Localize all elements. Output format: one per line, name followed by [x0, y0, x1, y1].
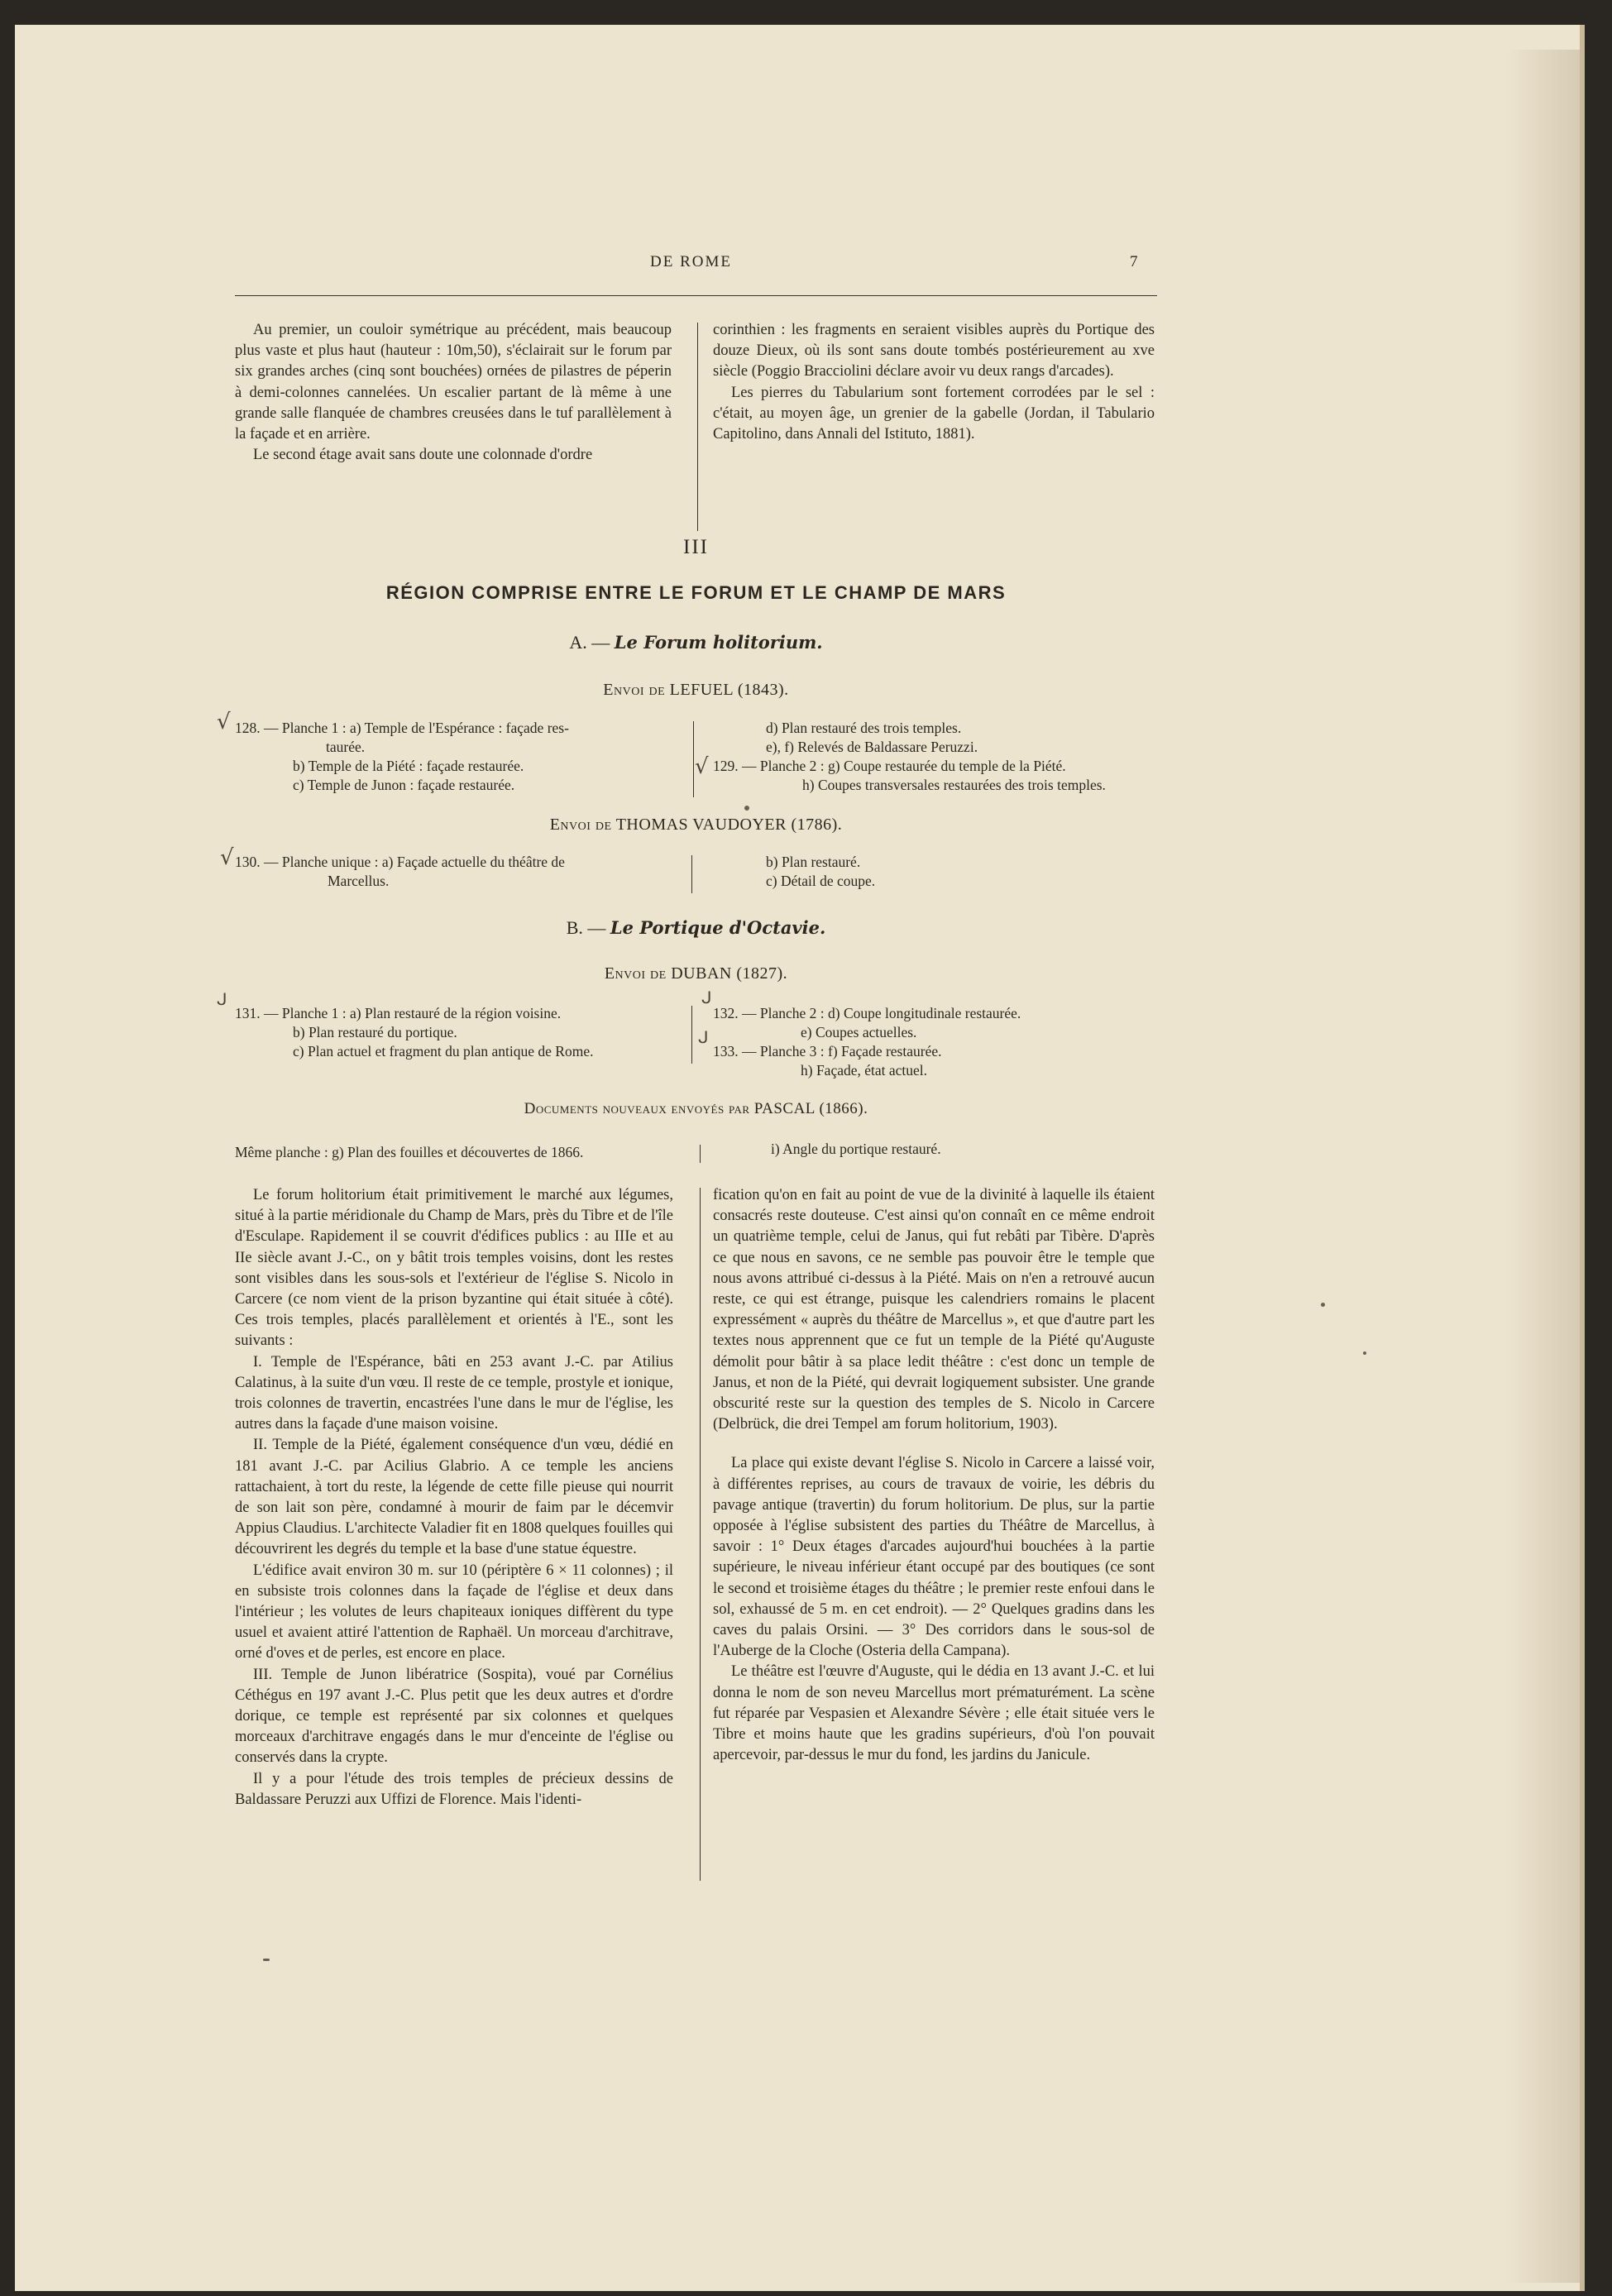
paragraph: Le théâtre est l'œuvre d'Auguste, qui le dédia en 13 avant J.-C. et lui donna le nom de son neveu Marcellus mort prématurément. La scène fut réparée par Vespasien et Alexandre Sévère ; elle était située vers le Tibre et moins haute que les gradins supérieurs, d'où l'on pouvait apercevoir, par-dessus le mur du fond, les jardins du Janicule.: [713, 1663, 1155, 1764]
entry-line: i) Angle du portique restauré.: [771, 1141, 941, 1157]
ink-speck: [1321, 1303, 1325, 1307]
body-right-column: [713, 1185, 1155, 1766]
entry-line: e) Coupes actuelles.: [801, 1024, 917, 1040]
envoi-prefix: Envoi de: [604, 964, 667, 983]
paragraph: Il y a pour l'étude des trois temples de précieux dessins de Baldassare Peruzzi aux Uffizi de Florence. Mais l'identi-: [235, 1770, 673, 1808]
paragraph: I. Temple de l'Espérance, bâti en 253 avant J.-C. par Atilius Calatinus, à la suite d'un vœu. Il reste de ce temple, prostyle et ionique, trois colonnes de travertin, encastrées l'une dans le mur de l'église, les autres dans la façade d'une maison voisine.: [235, 1353, 673, 1433]
entry-line: Marcellus.: [328, 873, 390, 889]
running-head: DE ROME: [650, 253, 732, 270]
ink-speck: [744, 806, 749, 811]
entry-line: e), f) Relevés de Baldassare Peruzzi.: [766, 739, 978, 755]
entry-line: h) Façade, état actuel.: [801, 1062, 928, 1079]
subsection-name: Le Portique d'Octavie.: [610, 917, 826, 938]
pencil-check-mark: ᒍ: [701, 988, 712, 1007]
entry-line: b) Plan restauré.: [766, 854, 861, 870]
entry-line: 128. — Planche 1 : a) Temple de l'Espérance : façade res-: [235, 720, 569, 736]
paragraph: Au premier, un couloir symétrique au précédent, mais beaucoup plus vaste et plus haut (hauteur : 10m,50), s'éclairait sur le forum par six grandes arches (cinq sont bouchées) ornées de pilastres de péperin à demi-colonnes cannelées. Un escalier partant de là même à une grande salle flanquée de chambres creusées dans le tuf parallèlement à la façade et en arrière.: [235, 322, 672, 443]
entry-130: [235, 853, 565, 891]
pencil-check-mark: ᒍ: [217, 989, 227, 1009]
envoi-name: LEFUEL (1843).: [669, 681, 789, 699]
entry-line: d) Plan restauré des trois temples.: [766, 720, 962, 736]
body-left-column: [235, 1185, 673, 1810]
envoi-prefix: Envoi de: [603, 681, 666, 699]
subsection-a-title: [235, 632, 1157, 653]
entry-131: [235, 1004, 593, 1061]
subsection-prefix: A. —: [569, 632, 610, 653]
envoi-name: DUBAN (1827).: [671, 964, 788, 983]
paragraph: Le second étage avait sans doute une colonnade d'ordre: [253, 447, 593, 464]
page-edge-shadow: [1505, 50, 1580, 2283]
entry-line: taurée.: [326, 739, 366, 755]
column-divider: [697, 323, 698, 531]
pencil-check-mark: √: [220, 845, 234, 870]
entry-128: [235, 719, 569, 795]
ink-speck: [263, 1959, 270, 1961]
paragraph: III. Temple de Junon libératrice (Sospita), voué par Cornélius Céthégus en 197 avant J.-C. Plus petit que les deux autres et d'ordre dorique, ce temple est représenté par six colonnes et quelques morceaux d'architrave engagés dans le mur d'enceinte de l'église ou conservés dans la crypte.: [235, 1666, 673, 1767]
entry-130-right: [713, 853, 875, 891]
entry-line: b) Temple de la Piété : façade restaurée.: [293, 758, 524, 774]
meme-planche-right: [771, 1140, 941, 1159]
entry-line: c) Plan actuel et fragment du plan antique de Rome.: [293, 1043, 594, 1060]
entry-line: 133. — Planche 3 : f) Façade restaurée.: [713, 1043, 942, 1060]
subsection-name: Le Forum holitorium.: [614, 632, 823, 653]
documents-prefix: Documents nouveaux envoyés par: [524, 1100, 750, 1117]
envoi-name: THOMAS VAUDOYER (1786).: [615, 816, 843, 834]
subsection-b-title: [235, 917, 1157, 939]
column-divider: [700, 1145, 701, 1163]
pencil-check-mark: ᒍ: [698, 1027, 709, 1047]
column-divider: [693, 721, 694, 797]
section-title: RÉGION COMPRISE ENTRE LE FORUM ET LE CHAMP DE MARS: [385, 582, 1007, 603]
top-left-column: [235, 320, 672, 466]
paragraph: fication qu'on en fait au point de vue de la divinité à laquelle ils étaient consacrés reste douteuse. C'est ainsi qu'on connaît en ce même endroit un quatrième temple, celui de Janus, qui fut rebâti par Tibère. D'après ce que nous en savons, ce ne semble pas pouvoir être le temple que nous avons attribué ci-dessus à la Piété. Mais on n'en a retrouvé aucun reste, ce qui est étrange, puisque les calendriers romains le placent expressément « auprès du théâtre de Marcellus », et que d'autre part les textes nous apprennent que ce fut un temple de la Piété qu'Auguste démolit pour bâtir à sa place ledit théâtre : c'est donc un temple de Janus, et non de la Piété, qui devrait logiquement subsister. Une grande obscurité reste sur la question des temples de S. Nicolo in Carcere (Delbrück, die drei Tempel am forum holitorium, 1903).: [713, 1187, 1155, 1433]
header-rule: [235, 295, 1157, 296]
entry-line: h) Coupes transversales restaurées des trois temples.: [802, 777, 1106, 793]
subsection-prefix: B. —: [566, 917, 606, 938]
envoi-duban: [235, 964, 1157, 983]
paragraph: corinthien : les fragments en seraient visibles auprès du Portique des douze Dieux, où ils sont sans doute tombés postérieurement au xve siècle (Poggio Bracciolini déclare avoir vu deux rangs d'arcades).: [713, 322, 1155, 380]
envoi-vaudoyer: [235, 816, 1157, 835]
paragraph: L'édifice avait environ 30 m. sur 10 (périptère 6 × 11 colonnes) ; il en subsiste trois colonnes dans la façade de l'église et deux dans l'intérieur ; les volutes de leurs chapiteaux ioniques diffèrent du type usuel et avaient attiré l'attention de Raphaël. Un morceau d'architrave, orné d'oves et de perles, est encore en place.: [235, 1562, 673, 1662]
entry-line: 129. — Planche 2 : g) Coupe restaurée du temple de la Piété.: [713, 758, 1066, 774]
top-right-column: [713, 320, 1155, 445]
meme-planche-left: [235, 1143, 583, 1162]
envoi-lefuel: [235, 681, 1157, 700]
column-divider: [700, 1188, 701, 1881]
entry-line: 132. — Planche 2 : d) Coupe longitudinale restaurée.: [713, 1005, 1021, 1021]
pencil-check-mark: √: [695, 754, 709, 779]
column-divider: [691, 855, 692, 893]
column-divider: [691, 1006, 692, 1064]
entry-line: 130. — Planche unique : a) Façade actuelle du théâtre de: [235, 854, 565, 870]
documents-name: PASCAL (1866).: [753, 1100, 868, 1117]
paragraph: Les pierres du Tabularium sont fortement corrodées par le sel : c'était, au moyen âge, un grenier de la gabelle (Jordan, il Tabulario Capitolino, dans Annali del Istituto, 1881).: [713, 384, 1155, 443]
documents-pascal: [235, 1100, 1157, 1118]
section-number: III: [683, 536, 709, 558]
envoi-prefix: Envoi de: [549, 816, 612, 834]
page-number: 7: [1130, 253, 1138, 270]
entry-129: [713, 719, 1106, 795]
entry-line: 131. — Planche 1 : a) Plan restauré de la région voisine.: [235, 1005, 562, 1021]
pencil-check-mark: √: [217, 710, 231, 734]
paragraph: II. Temple de la Piété, également conséquence d'un vœu, dédié en 181 avant J.-C. par Acilius Glabrio. A ce temple les anciens rattachaient, à tort du reste, la légende de cette fille pieuse qui nourrit de son lait son père, condamné à mourir de faim par le décemvir Appius Claudius. L'architecte Valadier fit en 1808 quelques fouilles qui découvrirent les degrés du temple et la base d'une statue équestre.: [235, 1437, 673, 1558]
entry-line: c) Temple de Junon : façade restaurée.: [293, 777, 515, 793]
entry-line: c) Détail de coupe.: [766, 873, 876, 889]
entry-line: Même planche : g) Plan des fouilles et découvertes de 1866.: [235, 1144, 584, 1160]
entry-line: b) Plan restauré du portique.: [293, 1024, 457, 1040]
paragraph: Le forum holitorium était primitivement le marché aux légumes, situé à la partie méridionale du Champ de Mars, près du Tibre et de l'île d'Esculape. Rapidement il se couvrit d'édifices publics : au IIIe et au IIe siècle avant J.-C., on y bâtit trois temples voisins, dont les restes sont visibles dans les sous-sols et l'extérieur de l'église S. Nicolo in Carcere (ce nom vient de la prison byzantine qui était située à côté). Ces trois temples, placés parallèlement et orientés à l'E., sont les suivants :: [235, 1187, 673, 1350]
ink-speck: [1363, 1351, 1366, 1355]
paragraph: La place qui existe devant l'église S. Nicolo in Carcere a laissé voir, à différentes reprises, au cours de travaux de voirie, les débris du pavage antique (travertin) du forum holitorium. De plus, sur la partie opposée à l'église subsistent des parties du Théâtre de Marcellus, à savoir : 1° Deux étages d'arcades aujourd'hui bouchées à la partie supérieure, le niveau inférieur étant occupé par des boutiques (ce sont le second et troisième étages du théâtre ; le premier reste enfoui dans le sol, exhaussé de 5 m. en cet endroit). — 2° Quelques gradins dans les caves du palais Orsini. — 3° Des corridors dans le sous-sol de l'Auberge de la Cloche (Osteria della Campana).: [713, 1455, 1155, 1660]
entry-132-133: [713, 1004, 1021, 1080]
